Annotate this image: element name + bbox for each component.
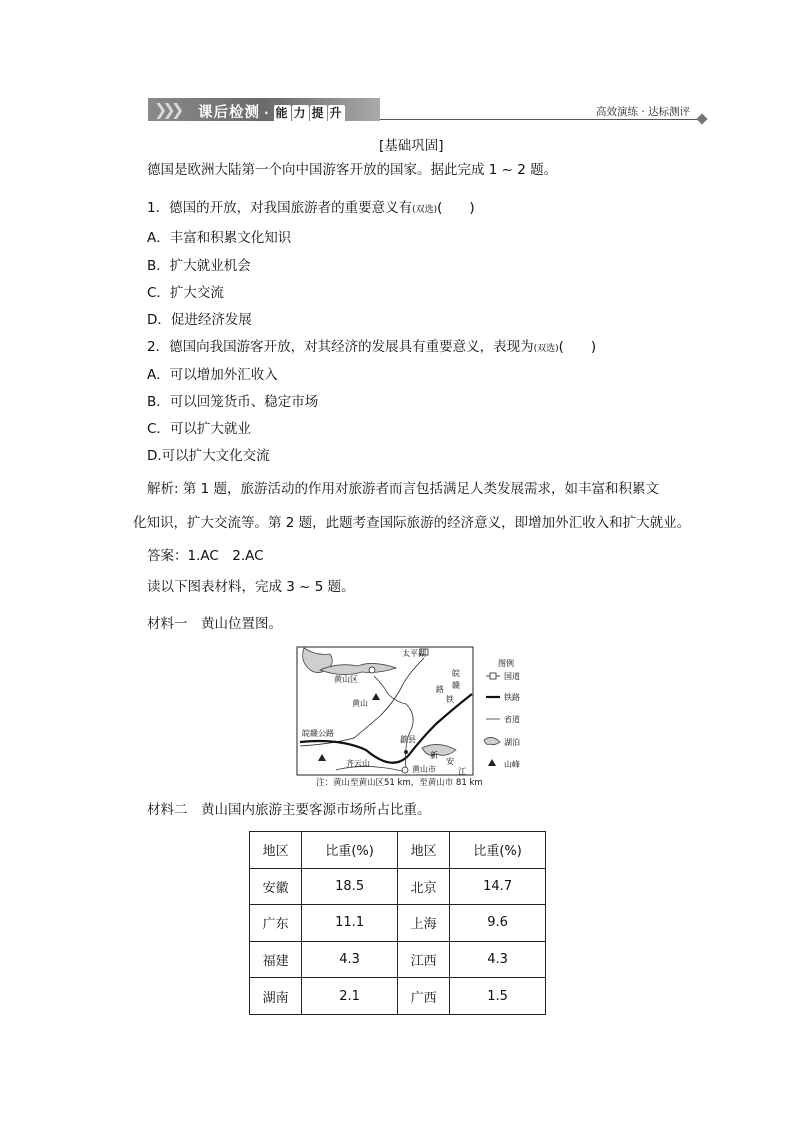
- source-market-table: [249, 831, 546, 1015]
- table-cell: 安徽: [250, 868, 302, 905]
- material-1-title: 材料一 黄山位置图。: [147, 616, 282, 632]
- q1-option-c: C．扩大交流: [147, 285, 224, 301]
- table-row: [250, 905, 546, 942]
- q2-option-b: B．可以回笼货币、稳定市场: [147, 394, 319, 410]
- table-header-cell: 比重(%): [450, 832, 546, 869]
- label-shexian: 歙县: [400, 735, 416, 744]
- table-cell: 上海: [397, 905, 449, 942]
- table-cell: 2.1: [302, 978, 398, 1015]
- header-right-text: 高效演练 · 达标测评: [596, 106, 691, 118]
- table-cell: 广西: [397, 978, 449, 1015]
- table-cell: 福建: [250, 941, 302, 978]
- table-row: [250, 941, 546, 978]
- table-cell: 北京: [397, 868, 449, 905]
- q1-option-a: A．丰富和积累文化知识: [147, 230, 292, 246]
- q2-option-d: D.可以扩大文化交流: [147, 448, 270, 464]
- legend-railway: 铁路: [504, 693, 520, 702]
- table-cell: 1.5: [450, 978, 546, 1015]
- question-1: 1．德国的开放，对我国旅游者的重要意义有(双选)( ): [147, 200, 475, 216]
- q1-option-b: B．扩大就业机会: [147, 258, 251, 274]
- q2-option-a: A．可以增加外汇收入: [147, 367, 278, 383]
- label-huangshan: 黄山: [352, 699, 368, 708]
- intro-text: 德国是欧洲大陆第一个向中国游客开放的国家。据此完成 1 ~ 2 题。: [147, 162, 558, 178]
- legend-national-road: 国道: [504, 672, 520, 681]
- answer: 答案：1.AC 2.AC: [147, 548, 264, 564]
- legend-title: 图例: [498, 659, 514, 668]
- legend-lake-symbol: [484, 737, 500, 744]
- huangshan-location-map: [296, 646, 540, 788]
- label-huangshanshi: 黄山市: [412, 765, 436, 774]
- table-cell: 4.3: [302, 941, 398, 978]
- table-cell: 广东: [250, 905, 302, 942]
- table-header-row: [250, 832, 546, 869]
- q1-option-d: D．促进经济发展: [147, 312, 252, 328]
- legend-lake: 湖泊: [504, 738, 520, 747]
- material-2-title: 材料二 黄山国内旅游主要客源市场所占比重。: [147, 802, 431, 818]
- q2-option-c: C．可以扩大就业: [147, 421, 251, 437]
- diamond-icon: [696, 113, 707, 124]
- label-gan: 赣: [452, 681, 460, 690]
- label-an: 安: [446, 757, 454, 766]
- table-cell: 18.5: [302, 868, 398, 905]
- table-cell: 湖南: [250, 978, 302, 1015]
- legend-mountain: 山峰: [504, 760, 520, 769]
- label-lu: 路: [436, 685, 444, 694]
- header-rule: [380, 119, 702, 120]
- table-cell: 江西: [397, 941, 449, 978]
- label-tie: 铁: [446, 695, 454, 704]
- table-row: [250, 978, 546, 1015]
- double-chevron-icon: ❯❯❯: [154, 100, 180, 119]
- analysis-line-2: 化知识，扩大交流等。第 2 题，此题考查国际旅游的经济意义，即增加外汇收入和扩大就业。: [133, 515, 691, 531]
- header-banner: [148, 98, 380, 121]
- table-header-cell: 地区: [250, 832, 302, 869]
- banner-title: 课后检测 · 能 力 提 升: [198, 105, 343, 121]
- table-cell: 4.3: [450, 941, 546, 978]
- table-row: [250, 868, 546, 905]
- label-wangan-road: 皖赣公路: [302, 729, 334, 738]
- map-note: 注：黄山至黄山区51 km，至黄山市 81 km: [316, 778, 483, 788]
- shexian-point: [404, 750, 408, 754]
- question-2: 2．德国向我国游客开放，对其经济的发展具有重要意义，表现为(双选)( ): [147, 339, 597, 355]
- analysis-line-1: 解析: 第 1 题，旅游活动的作用对旅游者而言包括满足人类发展需求，如丰富和积累文: [147, 481, 660, 497]
- huangshanshi-point: [402, 767, 408, 773]
- label-taipinghu: 太平湖: [402, 649, 426, 658]
- legend-provincial-road: 省道: [504, 715, 520, 724]
- section-title: [基础巩固]: [379, 138, 444, 154]
- label-xin: 新: [430, 751, 438, 760]
- legend-mountain-icon: [488, 759, 496, 766]
- intro-text-2: 读以下图表材料，完成 3 ~ 5 题。: [147, 579, 355, 595]
- label-wan: 皖: [452, 669, 460, 678]
- table-header-cell: 地区: [397, 832, 449, 869]
- table-cell: 11.1: [302, 905, 398, 942]
- table-header-cell: 比重(%): [302, 832, 398, 869]
- label-jiang: 江: [458, 767, 466, 776]
- table-cell: 9.6: [450, 905, 546, 942]
- table-cell: 14.7: [450, 868, 546, 905]
- label-huangshanqu: 黄山区: [334, 675, 358, 684]
- label-qiyunshan: 齐云山: [346, 759, 370, 768]
- huangshanqu-point: [369, 667, 375, 673]
